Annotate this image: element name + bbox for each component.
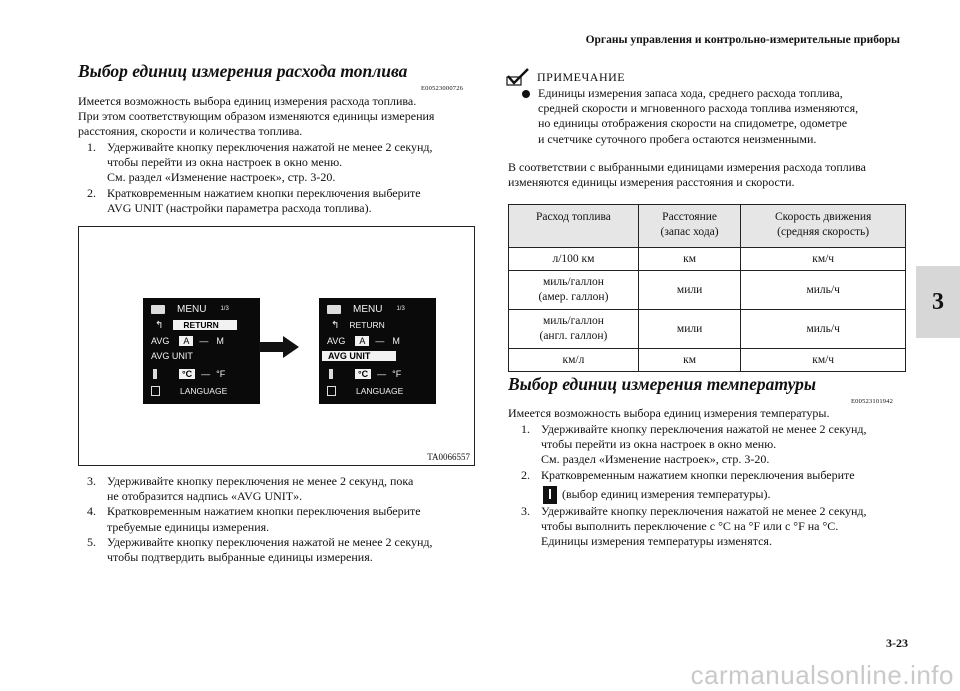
step-number: 3. xyxy=(521,503,530,518)
list-item xyxy=(87,504,482,534)
fuel-intro xyxy=(78,94,478,140)
step-number: 4. xyxy=(87,504,96,519)
table-cell xyxy=(638,349,740,372)
step-line: Удерживайте кнопку переключения нажатой не менее 2 секунд, xyxy=(541,422,867,436)
list-item xyxy=(87,186,482,216)
note-bullet xyxy=(522,90,530,98)
cell-line: км/ч xyxy=(812,252,835,265)
table-cell xyxy=(509,310,639,349)
menu-title-row xyxy=(143,302,260,316)
running-header: Органы управления и контрольно-измерительные приборы xyxy=(585,34,900,46)
cell-line: мили xyxy=(676,322,703,335)
temp-dash: — xyxy=(377,369,387,379)
display-before xyxy=(143,298,260,404)
step-line: чтобы перейти из окна настроек в окно меню. xyxy=(541,437,777,452)
step-number: 3. xyxy=(87,474,96,488)
cell-line: миль/галлон xyxy=(542,276,604,288)
fuel-steps-a xyxy=(87,140,482,216)
language-row xyxy=(143,384,260,398)
table-cell xyxy=(509,349,639,372)
step-number: 2. xyxy=(87,185,96,200)
cell-line: км xyxy=(683,353,697,366)
step-line: Кратковременным нажатием кнопки переключения выберите xyxy=(107,185,421,200)
thermometer-icon xyxy=(153,369,157,379)
avg-unit-row xyxy=(143,349,260,363)
section-heading-fuel: Выбор единиц измерения расхода топлива xyxy=(78,61,408,81)
temp-dash: — xyxy=(201,369,211,379)
list-item xyxy=(87,140,482,186)
step-line: Удерживайте кнопку переключения не менее 2 секунд, пока xyxy=(107,474,414,488)
cell-line: км/ч xyxy=(812,353,835,366)
avg-row xyxy=(143,334,260,348)
step-line: Кратковременным нажатием кнопки переключения выберите xyxy=(107,504,421,519)
fuel-steps-b xyxy=(87,474,482,565)
note-title: ПРИМЕЧАНИЕ xyxy=(537,70,626,84)
step-line: Удерживайте кнопку переключения нажатой не менее 2 секунд, xyxy=(541,503,867,518)
avg-label: AVG xyxy=(151,336,170,346)
language-row xyxy=(319,384,436,398)
return-row xyxy=(143,318,260,332)
section-code-temp: E00523101942 xyxy=(851,398,894,405)
avg-label: AVG xyxy=(327,336,346,346)
return-row xyxy=(319,318,436,332)
thermometer-icon xyxy=(329,369,333,379)
temp-f: °F xyxy=(216,369,226,379)
language-label: LANGUAGE xyxy=(180,386,228,396)
table-cell xyxy=(638,248,740,271)
return-arrow-icon: ↰ xyxy=(155,319,164,331)
temp-steps xyxy=(521,422,916,549)
step-line: Удерживайте кнопку переключения нажатой не менее 2 секунд, xyxy=(107,140,433,154)
list-item xyxy=(521,422,916,468)
intro-line: Имеется возможность выбора единиц измерения расхода топлива. xyxy=(78,94,417,108)
temp-intro: Имеется возможность выбора единиц измерения температуры. xyxy=(508,406,830,420)
menu-title: MENU xyxy=(177,303,207,315)
table-row xyxy=(509,349,906,372)
menu-page: 1/3 xyxy=(220,306,229,312)
table-cell xyxy=(509,248,639,271)
step-number: 1. xyxy=(521,422,530,436)
cell-line: Расстояние xyxy=(662,211,717,223)
return-label: RETURN xyxy=(349,320,385,330)
table-row xyxy=(509,248,906,271)
cell-line: Расход топлива xyxy=(535,211,611,223)
cell-line: миль/ч xyxy=(806,322,840,335)
chapter-tab: 3 xyxy=(916,266,960,338)
avg-m: M xyxy=(392,336,400,346)
step-line: требуемые единицы измерения. xyxy=(107,519,270,534)
language-icon xyxy=(327,386,336,396)
units-table xyxy=(508,204,906,372)
cell-line: км/л xyxy=(562,353,585,366)
temp-row xyxy=(319,367,436,381)
avg-a-box: A xyxy=(179,336,193,346)
table-cell xyxy=(741,271,906,310)
para-line: В соответствии с выбранными единицами измерения расхода топлива xyxy=(508,160,866,174)
display-after xyxy=(319,298,436,404)
avg-dash: — xyxy=(199,336,209,346)
toolbox-icon xyxy=(151,305,165,314)
intro-line: При этом соответствующим образом изменяются единицы измерения xyxy=(78,109,435,124)
avg-unit-row-selected xyxy=(319,349,436,363)
cell-line: л/100 км xyxy=(552,252,595,265)
table-row xyxy=(509,271,906,310)
note-text xyxy=(538,86,918,147)
table-cell xyxy=(741,349,906,372)
toolbox-icon xyxy=(327,305,341,314)
note-line: средней скорости и мгновенного расхода топлива изменяются, xyxy=(538,101,859,116)
avg-unit-label: AVG UNIT xyxy=(322,351,396,361)
note-line: Единицы измерения запаса хода, среднего расхода топлива, xyxy=(538,86,843,100)
table-cell xyxy=(638,271,740,310)
table-header-cell xyxy=(509,205,639,248)
avg-unit-label: AVG UNIT xyxy=(151,351,193,361)
menu-title: MENU xyxy=(353,303,383,315)
section-code-fuel: E00523000726 xyxy=(421,85,464,92)
note-line: и счетчике суточного пробега остаются неизменными. xyxy=(538,131,817,146)
cell-line: (средняя скорость) xyxy=(777,226,870,238)
temp-f: °F xyxy=(392,369,402,379)
list-item xyxy=(521,468,916,504)
table-cell xyxy=(741,248,906,271)
note-line: но единицы отображения скорости на спидометре, одометре xyxy=(538,116,848,131)
table-cell xyxy=(638,310,740,349)
step-line: Удерживайте кнопку переключения нажатой не менее 2 секунд, xyxy=(107,534,433,549)
intro-line: расстояния, скорости и количества топлива. xyxy=(78,124,303,139)
step-line: См. раздел «Изменение настроек», стр. 3-20. xyxy=(107,170,336,185)
units-para xyxy=(508,160,908,190)
menu-title-row xyxy=(319,302,436,316)
step-line: См. раздел «Изменение настроек», стр. 3-20. xyxy=(541,452,770,467)
list-item xyxy=(87,535,482,565)
menu-figure xyxy=(78,226,475,466)
page-number: 3-23 xyxy=(886,636,908,650)
step-line: Единицы измерения температуры изменятся. xyxy=(541,534,772,549)
temp-c-box: °C xyxy=(179,369,195,379)
para-line: изменяются единицы измерения расстояния и скорости. xyxy=(508,175,795,190)
avg-a-box: A xyxy=(355,336,369,346)
section-heading-temp: Выбор единиц измерения температуры xyxy=(508,374,817,394)
return-label: RETURN xyxy=(173,320,236,330)
step-line: чтобы подтвердить выбранные единицы измерения. xyxy=(107,550,373,565)
step-number: 2. xyxy=(521,467,530,482)
list-item xyxy=(521,504,916,550)
step-number: 1. xyxy=(87,140,96,154)
table-cell xyxy=(509,271,639,310)
step-line-with-icon xyxy=(541,486,916,504)
temp-row xyxy=(143,367,260,381)
list-item xyxy=(87,474,482,504)
return-arrow-icon: ↰ xyxy=(331,319,340,331)
step-line: не отобразится надпись «AVG UNIT». xyxy=(107,489,303,504)
step-line: AVG UNIT (настройки параметра расхода топлива). xyxy=(107,200,372,215)
language-label: LANGUAGE xyxy=(356,386,404,396)
step-line: (выбор единиц измерения температуры). xyxy=(562,486,771,501)
step-line: чтобы выполнить переключение с °C на °F или с °F на °C. xyxy=(541,519,839,534)
cell-line: мили xyxy=(676,283,703,296)
watermark: carmanualsonline.info xyxy=(690,660,954,690)
step-line: Кратковременным нажатием кнопки переключения выберите xyxy=(541,467,855,482)
avg-dash: — xyxy=(375,336,385,346)
cell-line: миль/галлон xyxy=(542,315,604,327)
avg-m: M xyxy=(216,336,224,346)
cell-line: км xyxy=(683,252,697,265)
table-row xyxy=(509,310,906,349)
cell-line: (англ. галлон) xyxy=(539,330,608,342)
table-cell xyxy=(741,310,906,349)
figure-code: TA0066557 xyxy=(427,452,470,462)
thermometer-icon xyxy=(543,486,557,504)
menu-page: 1/3 xyxy=(396,306,405,312)
cell-line: миль/ч xyxy=(806,283,840,296)
table-header-row xyxy=(509,205,906,248)
avg-row xyxy=(319,334,436,348)
note-pencil-icon xyxy=(506,68,530,86)
cell-line: Скорость движения xyxy=(774,211,872,223)
table-header-cell xyxy=(638,205,740,248)
temp-c-box: °C xyxy=(355,369,371,379)
arrow-right-icon xyxy=(259,336,299,358)
step-line: чтобы перейти из окна настроек в окно меню. xyxy=(107,155,343,170)
table-header-cell xyxy=(741,205,906,248)
language-icon xyxy=(151,386,160,396)
step-number: 5. xyxy=(87,534,96,549)
cell-line: (амер. галлон) xyxy=(538,291,609,303)
cell-line: (запас хода) xyxy=(660,226,719,238)
